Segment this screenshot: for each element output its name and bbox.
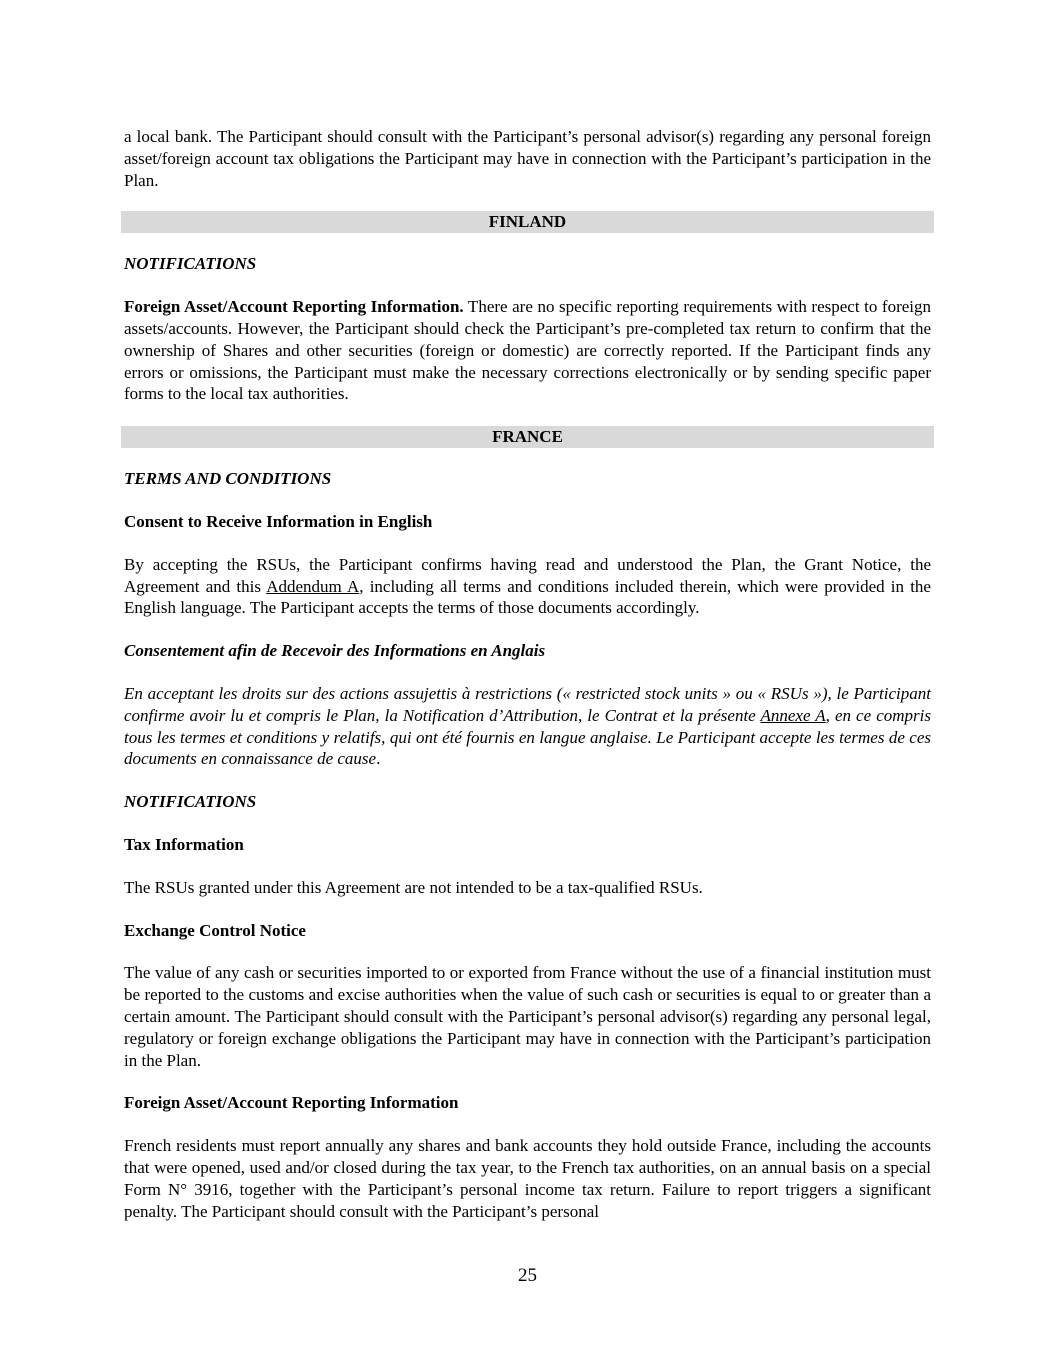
addendum-a-reference: Addendum A — [266, 576, 360, 596]
france-reporting-paragraph: French residents must report annually any shares and bank accounts they hold outside France, including the accounts that were opened, used and/or closed during the tax year, to the French tax authorities, on an annual basis on a special Form N° 3916, together with the Participant’s personal income tax return. Failure to report triggers a significant penalty. The Participant should consult with the Participant’s personal — [124, 1136, 931, 1221]
section-heading-finland: FINLAND — [121, 211, 934, 233]
france-reporting-heading: Foreign Asset/Account Reporting Information — [124, 1093, 459, 1113]
france-tax-paragraph: The RSUs granted under this Agreement are not intended to be a tax-qualified RSUs. — [124, 877, 703, 897]
france-consent-fr-text-1: En acceptant les droits sur des actions assujettis à restrictions (« restricted stock units » ou « RSUs »), le Participant confirme avoir lu et compris le Plan, la Notification d’Attribution, le Contrat et la présente — [124, 683, 931, 725]
document-body — [124, 126, 931, 1243]
france-consent-fr-heading: Consentement afin de Recevoir des Informations en Anglais — [124, 641, 546, 661]
france-consent-text-1: By accepting the RSUs, the Participant confirms having read and understood the Plan, the Grant Notice, the Agreement and this — [124, 554, 931, 596]
finland-reporting-label: Foreign Asset/Account Reporting Information. — [124, 297, 464, 317]
france-notifications-heading: NOTIFICATIONS — [124, 792, 257, 812]
france-consent-fr-end: . — [376, 749, 381, 769]
section-heading-france: FRANCE — [121, 426, 934, 448]
france-exchange-paragraph: The value of any cash or securities imported to or exported from France without the use of a financial institution must be reported to the customs and excise authorities when the value of such cash or securities is equal to or greater than a certain amount. The Participant should consult with the Participant’s personal advisor(s) regarding any personal legal, regulatory or foreign exchange obligations the Participant may have in connection with the Participant’s participation in the Plan. — [124, 963, 931, 1070]
france-consent-fr-text-2: , en ce compris tous les termes et conditions y relatifs, qui ont été fournis en langue anglaise. Le Participant accepte les termes de ces documents en connaissance de cause — [124, 705, 931, 769]
france-exchange-heading: Exchange Control Notice — [124, 920, 306, 940]
france-consent-heading: Consent to Receive Information in English — [124, 511, 433, 531]
france-consent-fr-paragraph — [124, 683, 931, 770]
france-tax-heading: Tax Information — [124, 834, 244, 854]
france-consent-text-2: , including all terms and conditions included therein, which were provided in the English language. The Participant accepts the terms of those documents accordingly. — [124, 576, 931, 618]
france-consent-paragraph — [124, 554, 931, 619]
continuation-paragraph: a local bank. The Participant should consult with the Participant’s personal advisor(s) regarding any personal foreign asset/foreign account tax obligations the Participant may have in connection with the Participant’s participation in the Plan. — [124, 127, 931, 190]
finland-reporting-paragraph — [124, 296, 931, 405]
finland-notifications-heading: NOTIFICATIONS — [124, 254, 257, 274]
annexe-a-reference: Annexe A — [760, 705, 826, 725]
france-terms-heading: TERMS AND CONDITIONS — [124, 469, 332, 489]
page-number: 25 — [518, 1265, 537, 1286]
finland-reporting-text: There are no specific reporting requirements with respect to foreign assets/accounts. However, the Participant should check the Participant’s pre-completed tax return to confirm that the ownership of Shares and other securities (foreign or domestic) are correctly reported. If the Participant finds any errors or omissions, the Participant must make the necessary corrections electronically or by sending specific paper forms to the local tax authorities. — [124, 297, 931, 404]
